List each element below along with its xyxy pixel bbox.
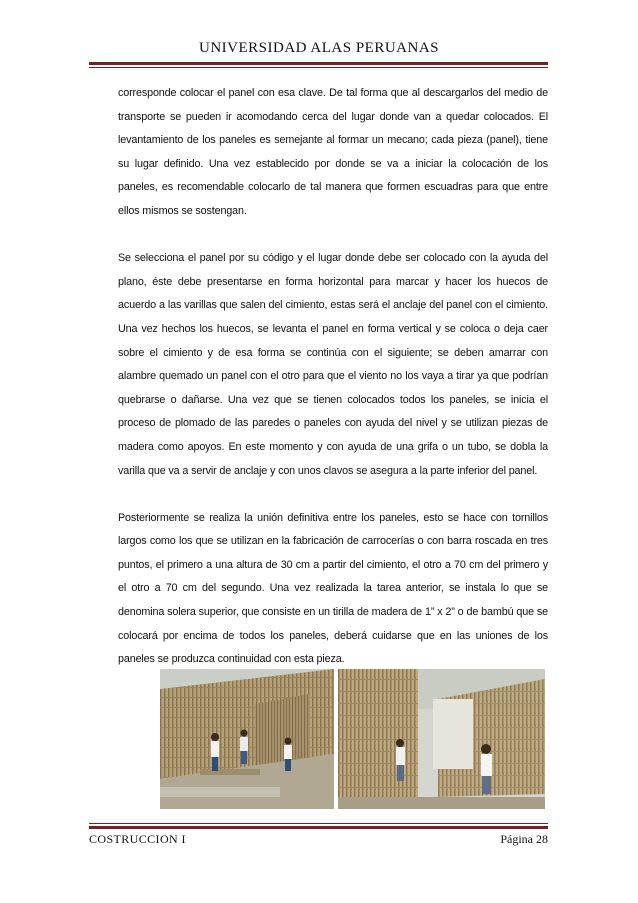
footer-rule-thick — [89, 826, 548, 829]
header-title: UNIVERSIDAD ALAS PERUANAS — [198, 40, 440, 56]
photo-bamboo-panels-right — [338, 669, 545, 809]
photo-bamboo-panels-left — [160, 669, 334, 809]
footer-page-number: Página 28 — [500, 832, 548, 846]
photo-strip — [160, 669, 545, 809]
paragraph-1: corresponde colocar el panel con esa clave. De tal forma que al descargarlos del medio de transporte se pueden ir acomodando cerca del lugar donde van a quedar colocados. El levantamiento de los paneles es semejante al formar un mecano; cada pieza (panel), tiene su lugar definido. Una vez establecido por donde se va a iniciar la colocación de los paneles, es recomendable colocarlo de tal manera que formen escuadras para que entre ellos mismos se sostengan. — [118, 87, 548, 217]
body-text — [118, 82, 548, 695]
paragraph-2: Se selecciona el panel por su código y el lugar donde debe ser colocado con la ayuda del plano, éste debe presentarse en forma horizontal para marcar y hacer los huecos de acuerdo a las varillas que salen del cimiento, estas será el anclaje del panel con el cimiento. Una vez hechos los huecos, se levanta el panel en forma vertical y se coloca o deja caer sobre el cimiento y de esa forma se continúa con el siguiente; se deben amarrar con alambre quemado un panel con el otro para que el viento no los vaya a tirar ya que podrían quebrarse o dañarse. Una vez que se tienen colocados todos los paneles, se inicia el proceso de plomado de las paredes o paneles con ayuda del nivel y se utilizan piezas de madera como apoyos. En este momento y con ayuda de una grifa o un tubo, se dobla la varilla que va a servir de anclaje y con unos clavos se asegura a la parte inferior del panel. — [118, 252, 548, 477]
header-rule-thin — [89, 67, 548, 68]
header-rule-thick — [89, 62, 548, 65]
footer-rule-thin — [89, 823, 548, 824]
paragraph-3: Posteriormente se realiza la unión definitiva entre los paneles, esto se hace con tornillos largos como los que se utilizan en la fabricación de carrocerías o con barra roscada en tres puntos, el primero a una altura de 30 cm a partir del cimiento, el otro a 70 cm del primero y el otro a 70 cm del segundo. Una vez realizada la tarea anterior, se instala lo que se denomina solera superior, que consiste en un tirilla de madera de 1” x 2” o de bambú que se colocará por encima de todos los paneles, deberá cuidarse que en las uniones de los paneles se produzca continuidad con esta pieza. — [118, 511, 548, 666]
footer-course: COSTRUCCION I — [89, 832, 186, 846]
